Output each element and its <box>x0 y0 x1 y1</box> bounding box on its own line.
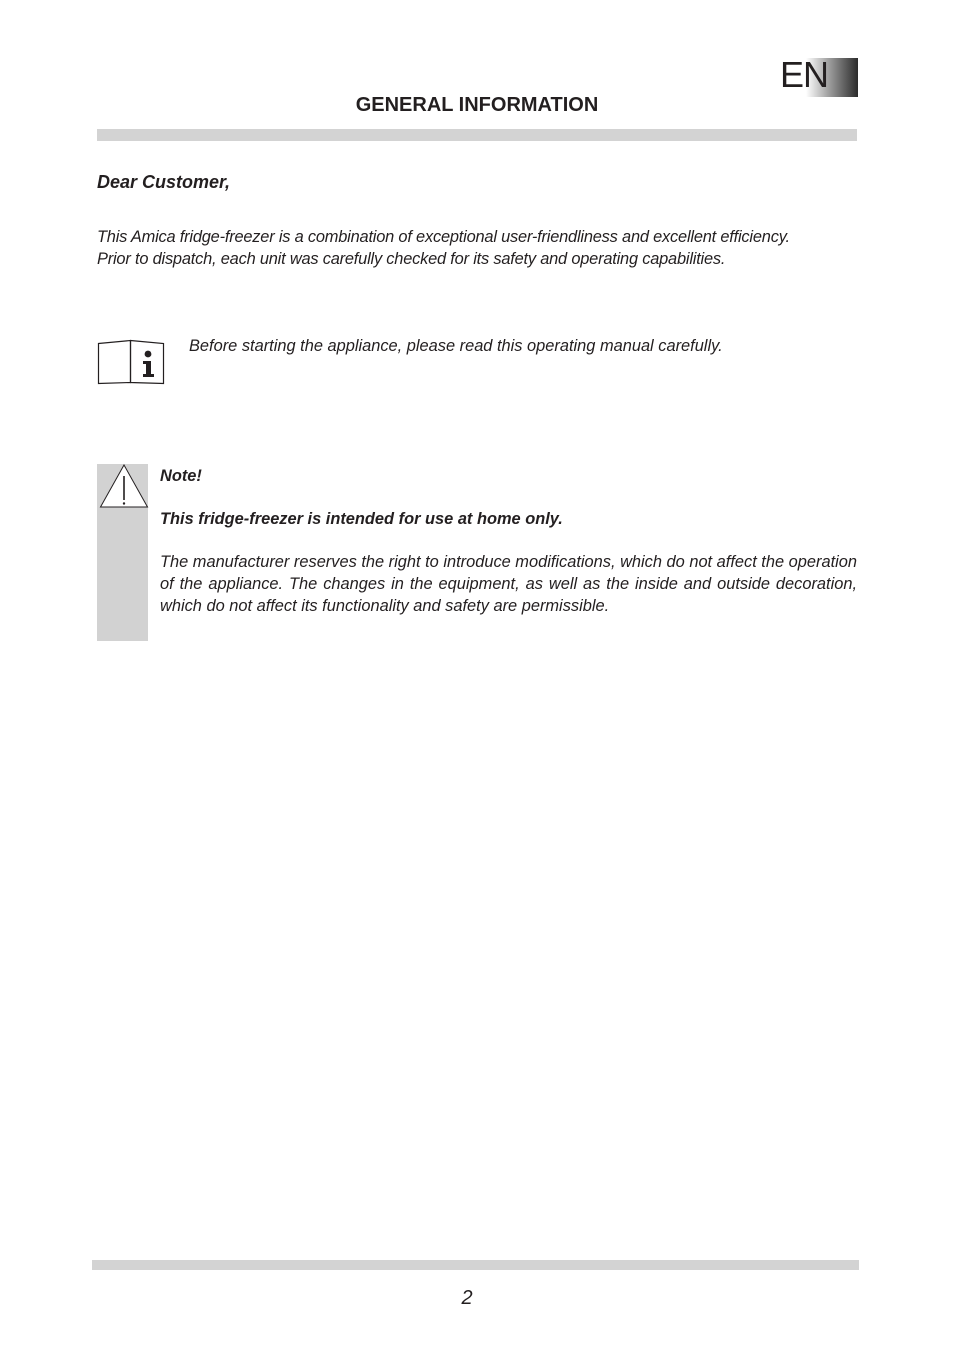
language-tab <box>778 54 858 97</box>
intro-line-1: This Amica fridge-freezer is a combination of exceptional user-friendliness and excellent efficiency. <box>97 228 790 246</box>
language-code: EN <box>780 54 829 95</box>
warning-triangle-icon <box>99 464 149 508</box>
home-use-statement: This fridge-freezer is intended for use at home only. <box>160 510 563 528</box>
info-notice-text: Before starting the appliance, please read this operating manual carefully. <box>189 337 723 355</box>
top-divider <box>97 129 857 141</box>
section-title: GENERAL INFORMATION <box>355 94 599 116</box>
page-number: 2 <box>461 1287 473 1309</box>
intro-line-2: Prior to dispatch, each unit was carefully checked for its safety and operating capabilities. <box>97 250 726 268</box>
greeting: Dear Customer, <box>97 172 231 192</box>
note-title: Note! <box>160 467 202 485</box>
intro-paragraph <box>97 226 861 270</box>
bottom-divider <box>92 1260 859 1270</box>
info-book-icon <box>97 339 165 385</box>
modifications-paragraph: The manufacturer reserves the right to introduce modifications, which do not affect the operation of the appliance. The changes in the equipment, as well as the inside and outside decoration, which do not affect its functionality and safety are permissible. <box>160 553 857 615</box>
warning-notice <box>160 465 857 617</box>
